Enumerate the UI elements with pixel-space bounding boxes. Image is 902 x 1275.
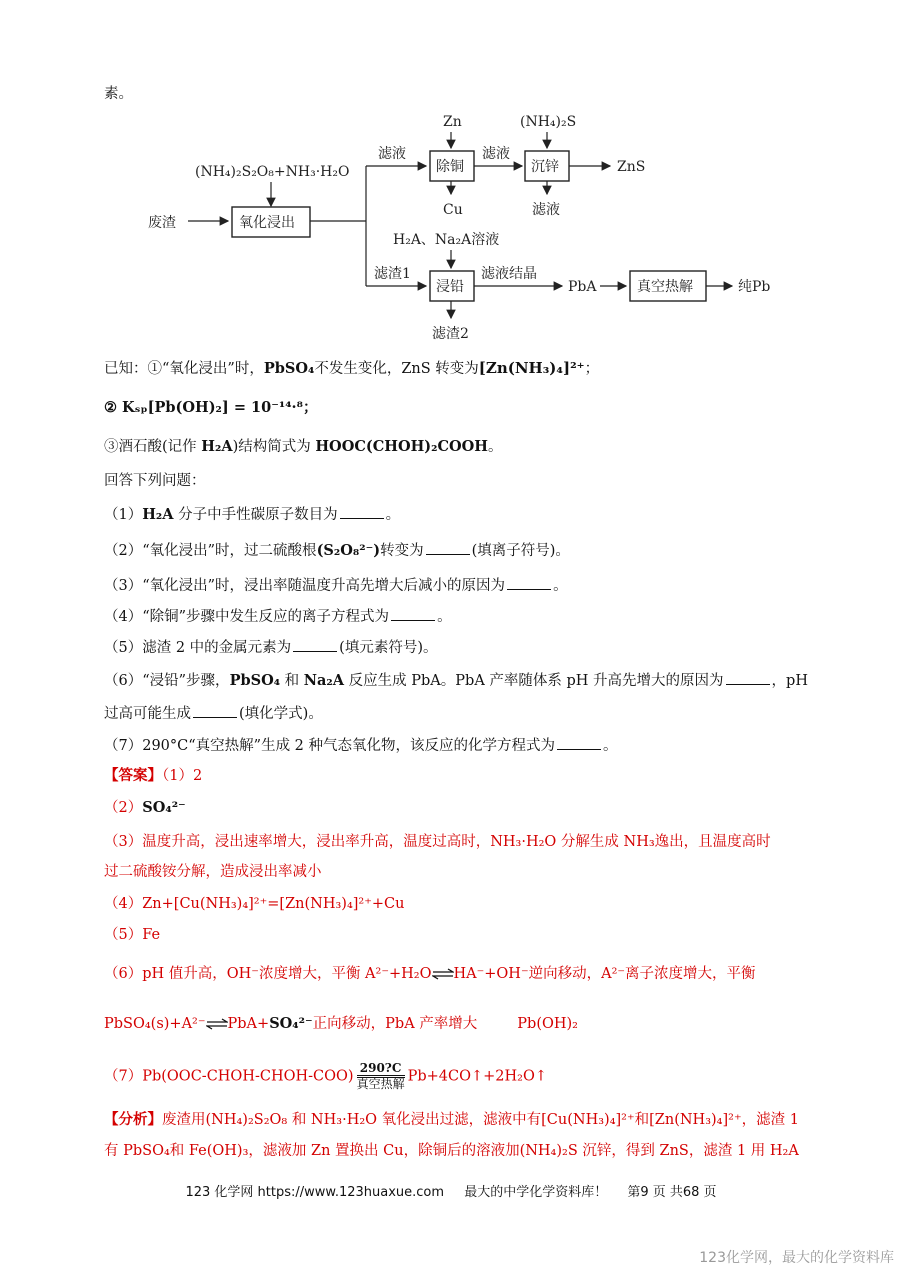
- answer-blank[interactable]: [293, 637, 337, 652]
- question-4: （4）“除铜”步骤中发生反应的离子方程式为 。: [104, 606, 452, 627]
- residue2-label: 滤渣2: [432, 326, 469, 342]
- box-leach-pb-label: 浸铅: [436, 279, 464, 295]
- question-6: （6）“浸铅”步骤，PbSO₄ 和 Na₂A 反应生成 PbA。PbA 产率随体系 pH 升高先增大的原因为 ，pH: [104, 672, 808, 689]
- known-item-2: ② Kₛₚ[Pb(OH)₂] = 10⁻¹⁴·⁸；: [104, 399, 318, 416]
- footer-site[interactable]: 123 化学网 https://www.123huaxue.com: [185, 1185, 445, 1200]
- product-pba: PbA: [568, 279, 597, 295]
- box-oxidation-label: 氧化浸出: [239, 215, 295, 231]
- page-footer: [0, 1181, 902, 1200]
- box-remove-cu-label: 除铜: [436, 159, 464, 175]
- process-flow-diagram: [140, 108, 800, 348]
- crystallize-label: 滤液结晶: [481, 266, 537, 282]
- reagent-ammonium-sulfide: (NH₄)₂S: [520, 114, 577, 130]
- question-1: （1）H₂A 分子中手性碳原子数目为 。: [104, 506, 401, 523]
- residue1-label: 滤渣1: [374, 266, 411, 282]
- product-zns: ZnS: [617, 159, 646, 175]
- answer-3-line1: （3）温度升高，浸出速率增大，浸出率升高，温度过高时，NH₃·H₂O 分解生成 NH₃逸出，且温度高时: [104, 834, 771, 850]
- analysis-line2: 有 PbSO₄和 Fe(OH)₃，滤液加 Zn 置换出 Cu，除铜后的溶液加(NH₄)₂S 沉锌，得到 ZnS，滤渣 1 用 H₂A: [104, 1143, 799, 1159]
- feed-label: 废渣: [148, 215, 176, 231]
- analysis-line1: 【分析】废渣用(NH₄)₂S₂O₈ 和 NH₃·H₂O 氧化浸出过滤，滤液中有[Cu(NH₃)₄]²⁺和[Zn(NH₃)₄]²⁺，滤渣 1: [104, 1111, 799, 1128]
- answer-blank[interactable]: [426, 540, 470, 555]
- reaction-condition: 290?C 真空热解: [356, 1061, 405, 1091]
- answer-blank[interactable]: [507, 575, 551, 590]
- reagent-zn: Zn: [443, 114, 462, 130]
- question-5: （5）滤渣 2 中的金属元素为 (填元素符号)。: [104, 637, 438, 658]
- question-6-cont: 过高可能生成 (填化学式)。: [104, 703, 323, 724]
- known-item-1: 已知：①“氧化浸出”时，PbSO₄不发生变化，ZnS 转变为[Zn(NH₃)₄]²⁺；: [104, 359, 600, 377]
- watermark: 123化学网，最大的化学资料库: [699, 1250, 894, 1266]
- top-fragment: 素。: [104, 86, 133, 102]
- answer-blank[interactable]: [557, 735, 601, 750]
- question-7: （7）290°C“真空热解”生成 2 种气态氧化物，该反应的化学方程式为 。: [104, 735, 618, 756]
- answer-3-line2: 过二硫酸铵分解，造成浸出率减小: [104, 864, 322, 880]
- box-precip-zn-label: 沉锌: [531, 159, 559, 175]
- filtrate-label-3: 滤液: [532, 202, 560, 218]
- equilibrium-arrows-icon: [206, 1018, 228, 1030]
- footer-slogan: 最大的中学化学资料库！: [464, 1185, 608, 1200]
- answer-4: （4）Zn+[Cu(NH₃)₄]²⁺=[Zn(NH₃)₄]²⁺+Cu: [104, 896, 405, 912]
- question-2: （2）“氧化浸出”时，过二硫酸根(S₂O₈²⁻)转变为 (填离子符号)。: [104, 542, 570, 559]
- answer-1: 【答案】（1）2: [104, 767, 203, 784]
- reagent-persulfate: (NH₄)₂S₂O₈+NH₃·H₂O: [195, 164, 350, 180]
- answer-5: （5）Fe: [104, 927, 161, 943]
- footer-page: 第9 页 共68 页: [627, 1185, 717, 1200]
- answer-blank[interactable]: [193, 703, 237, 718]
- equilibrium-arrows-icon: [432, 968, 454, 980]
- questions-intro: 回答下列问题：: [104, 473, 206, 489]
- answer-blank[interactable]: [340, 504, 384, 519]
- product-pure-pb: 纯Pb: [738, 279, 771, 295]
- answer-blank[interactable]: [726, 670, 770, 685]
- answer-2: （2）SO₄²⁻: [104, 799, 186, 816]
- answer-7: （7）Pb(OOC-CHOH-CHOH-COO) 290?C 真空热解 Pb+4CO↑+2H₂O↑: [104, 1061, 547, 1091]
- product-cu: Cu: [443, 202, 463, 218]
- question-3: （3）“氧化浸出”时，浸出率随温度升高先增大后减小的原因为 。: [104, 575, 568, 596]
- reagent-tartaric: H₂A、Na₂A溶液: [393, 232, 500, 248]
- answer-6-line1: （6）pH 值升高，OH⁻浓度增大，平衡 A²⁻+H₂O HA⁻+OH⁻逆向移动，A²⁻离子浓度增大，平衡: [104, 966, 756, 982]
- answer-6-line2: PbSO₄(s)+A²⁻ PbA+SO₄²⁻正向移动，PbA 产率增大 Pb(OH)₂: [104, 1015, 578, 1032]
- box-vacuum-label: 真空热解: [637, 279, 693, 295]
- filtrate-label-2: 滤液: [482, 146, 510, 162]
- filtrate-label-1: 滤液: [378, 146, 406, 162]
- answer-blank[interactable]: [391, 606, 435, 621]
- known-item-3: ③酒石酸(记作 H₂A)结构简式为 HOOC(CHOH)₂COOH。: [104, 438, 503, 455]
